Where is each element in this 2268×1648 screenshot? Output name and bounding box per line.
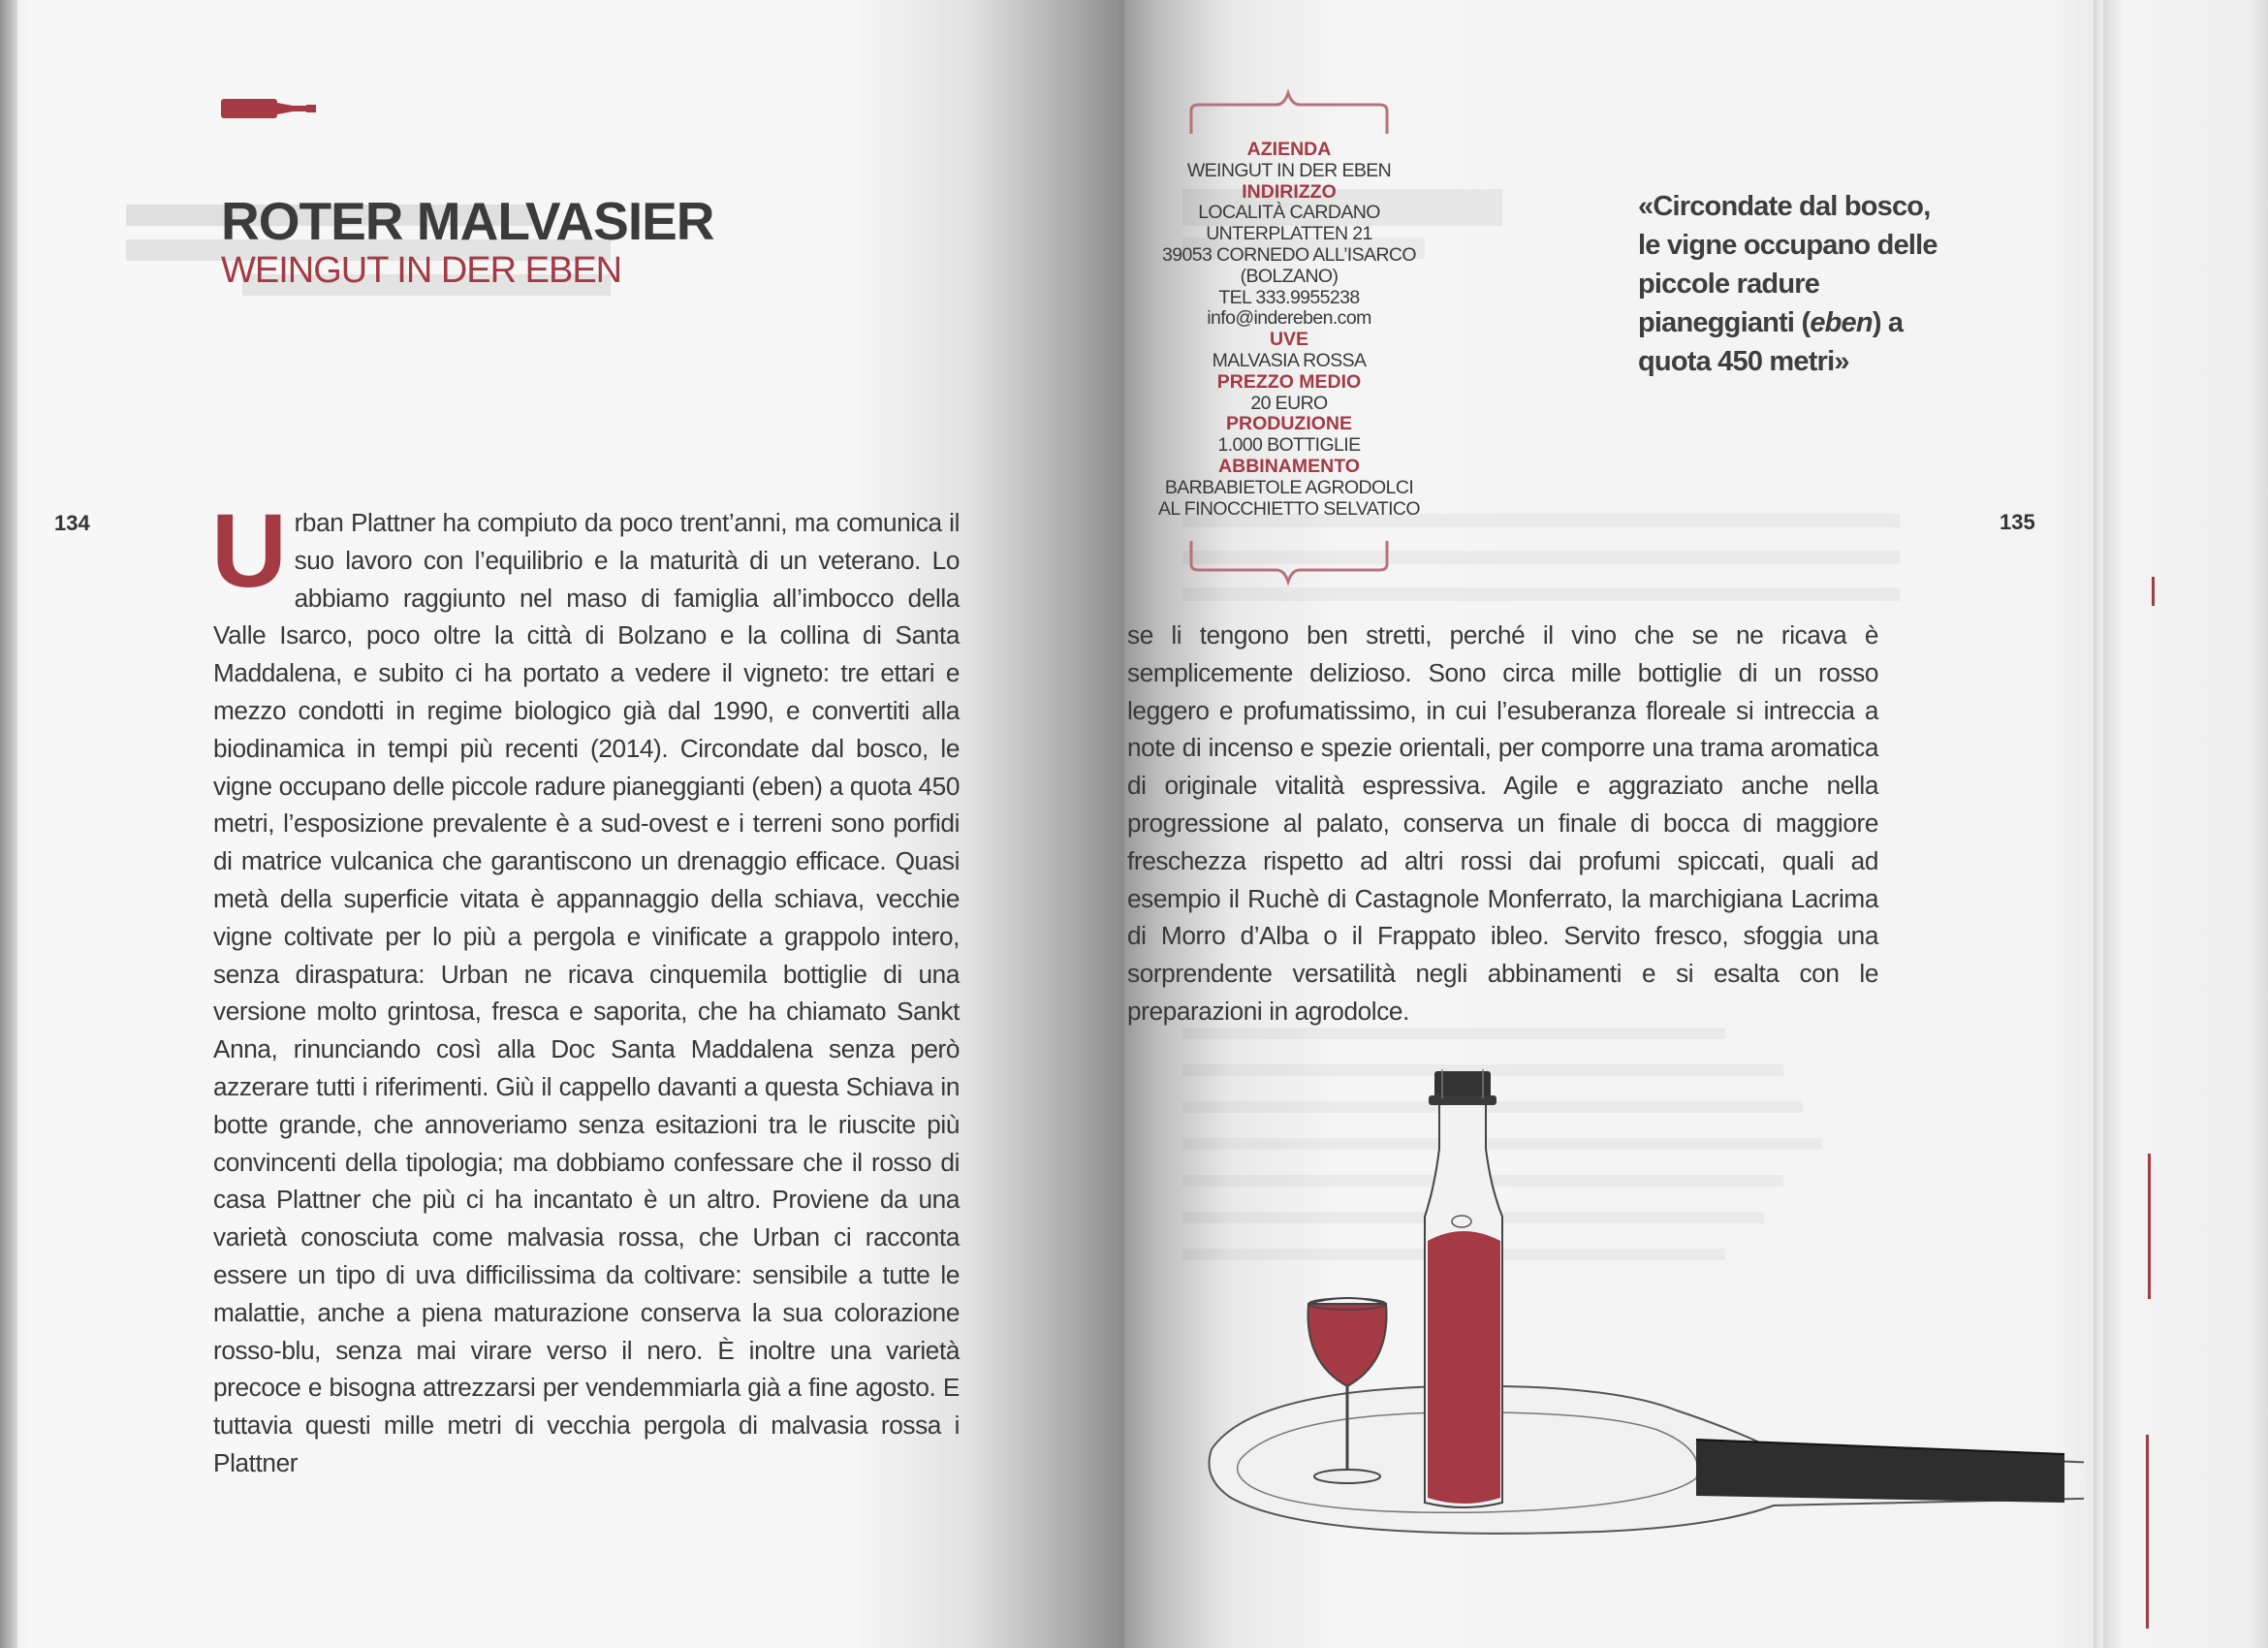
page-number-left: 134 (54, 511, 90, 535)
info-value-abbinamento-2: AL FINOCCHIETTO SELVATICO (1158, 497, 1420, 520)
info-value-abbinamento-1: BARBABIETOLE AGRODOLCI (1164, 476, 1414, 498)
wine-bottle-illustration (1192, 1042, 2084, 1585)
info-label-azienda: AZIENDA (1246, 139, 1332, 160)
body-text-right: se li tengono ben stretti, perché il vino che se ne ricava è semplicemente delizioso. Sono circa mille bottiglie di un rosso leggero e profumatissimo, in cui l’esuberanza floreale si intreccia a note di incenso e spezie orientali, per comporre una trama aromatica di originale vitalità espressiva. Agile e aggraziato anche nella progressione al palato, conserva un finale di bocca di maggiore freschezza rispetto ad altri rossi dai profumi spiccati, quali ad esempio il Ruchè di Castagnole Monferrato, la marchigiana Lacrima di Morro d’Alba o il Frappato ibleo. Servito fresco, sfoggia una sorprendente versatilità negli abbinamenti e si esalta con le preparazioni in agrodolce. (1127, 620, 1878, 1026)
info-value-produzione: 1.000 BOTTIGLIE (1217, 434, 1361, 457)
pull-quote-italic: eben (1810, 307, 1873, 338)
info-value-indirizzo-2: UNTERPLATTEN 21 (1206, 223, 1372, 245)
pull-quote-start: «Circondate dal bosco, le vigne occupano delle piccole radure pianeggianti ( (1638, 191, 1937, 338)
info-label-produzione: PRODUZIONE (1225, 413, 1352, 435)
body-paragraph-left: rban Plattner ha compiuto da poco trent’anni, ma comunica il suo lavoro con l’equilibrio e la maturità di un veterano. Lo abbiamo raggiunto nel maso di famiglia all’imbocco della Valle Isarco, poco oltre la città di Bolzano e la collina di Santa Maddalena, e subito ci ha portato a vedere il vigneto: tre ettari e mezzo condotti in regime biologico già dal 1990, e convertiti alla biodinamica in tempi più recenti (2014). Circondate dal bosco, le vigne occupano delle piccole radure pianeggianti (eben) a quota 450 metri, l’esposizione prevalente è a sud-ovest e i terreni sono porfidi di matrice vulcanica che garantiscono un drenaggio efficace. Quasi metà della superficie vitata è appannaggio della schiava, vecchie vigne coltivate per lo più a pergola e vinificate a grappolo intero, senza diraspatura: Urban ne ricava cinquemila bottiglie di una versione molto grintosa, fresca e saporita, che ha chiamato Sankt Anna, rinunciando così alla Doc Santa Maddalena senza però azzerare tutti i riferimenti. Giù il cappello davanti a questa Schiava in botte grande, che annoveriamo senza esitazioni tra le riuscite più convincenti della tipologia; ma dobbiamo confessare che il rosso di casa Plattner che più ci ha incantato è un altro. Proviene da una varietà conosciuta come malvasia rossa, che Urban ci racconta essere un tipo di uva difficilissima da coltivare: sensibile a tutte le malattie, anche a piena maturazione conserva la sua colorazione rosso-blu, senza mai virare verso il nero. È inoltre una varietà precoce e bisogna attrezzarsi per vendemmiarla già a fine agosto. E tuttavia questi mille metri di vecchia pergola di malvasia rossa i Plattner (213, 508, 960, 1477)
info-value-email: info@indereben.com (1207, 307, 1371, 330)
info-value-uve: MALVASIA ROSSA (1212, 349, 1367, 371)
info-label-abbinamento: ABBINAMENTO (1218, 455, 1360, 477)
pull-quote-end: ) a quota 450 metri» (1638, 307, 1904, 377)
info-value-indirizzo-4: (BOLZANO) (1240, 265, 1339, 287)
body-text-left (211, 491, 960, 1482)
info-value-indirizzo-1: LOCALITÀ CARDANO (1198, 202, 1380, 224)
bottle-illustration (1425, 1069, 1502, 1507)
book-edge (2103, 0, 2268, 1648)
info-value-indirizzo-3: 39053 CORNEDO ALL’ISARCO (1162, 243, 1416, 266)
info-label-indirizzo: INDIRIZZO (1242, 180, 1337, 203)
page-number-right: 135 (2000, 510, 2035, 534)
page-title: ROTER MALVASIER (221, 191, 714, 251)
drop-cap: U (211, 491, 287, 609)
info-value-prezzo: 20 EURO (1250, 392, 1328, 414)
info-value-azienda: WEINGUT IN DER EBEN (1186, 159, 1392, 181)
serving-tray-illustration (1210, 1386, 2085, 1534)
info-label-uve: UVE (1269, 329, 1309, 351)
info-label-prezzo: PREZZO MEDIO (1216, 370, 1362, 393)
winery-info-box (1144, 89, 1434, 520)
info-value-tel: TEL 333.9955238 (1218, 286, 1360, 308)
page-edge-left (0, 0, 17, 1648)
bottle-icon (221, 97, 318, 120)
page-subtitle: WEINGUT IN DER EBEN (221, 250, 622, 291)
pull-quote (1638, 187, 1958, 381)
bracket-bottom (1187, 539, 1391, 587)
left-page (0, 0, 1124, 1648)
